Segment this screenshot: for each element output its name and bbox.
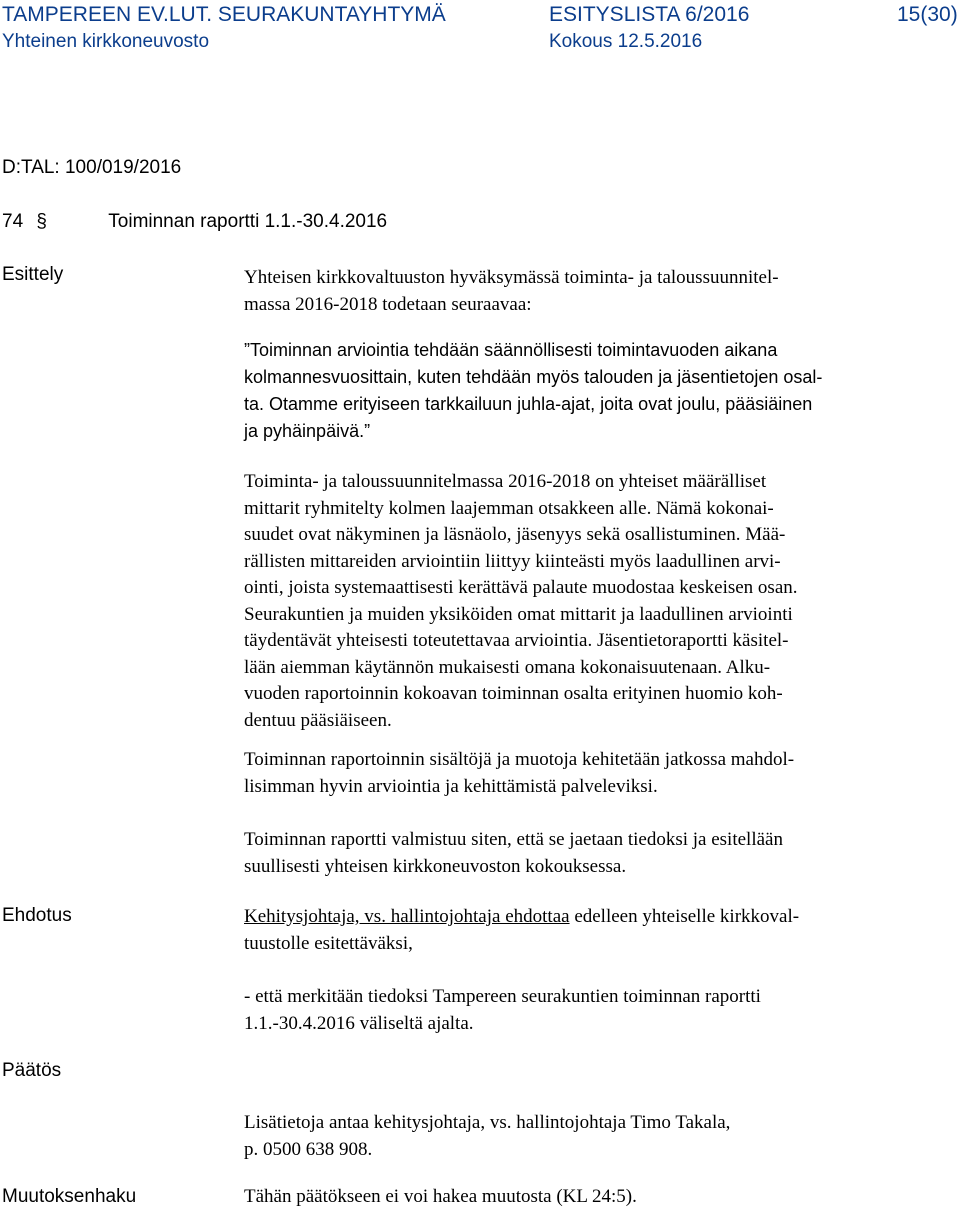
text-line: Lisätietoja antaa kehitysjohtaja, vs. hallintojohtaja Timo Takala, (244, 1112, 731, 1133)
text-line: suudet ovat näkyminen ja läsnäolo, jäsenyys sekä osallistuminen. Mää- (244, 524, 786, 545)
text-line: - että merkitään tiedoksi Tampereen seurakuntien toiminnan raportti (244, 986, 761, 1007)
item-number: 74 (2, 211, 24, 232)
esittely-paragraph-1 (244, 469, 954, 734)
text-line: Seurakuntien ja muiden yksiköiden omat mittarit ja laadullinen arviointi (244, 603, 793, 625)
text-line (244, 904, 954, 931)
esittely-paragraph-3 (244, 827, 954, 880)
text-line: rällisten mittareiden arviointiin liittyy kiinteästi myös laadullinen arvi- (244, 550, 781, 572)
agenda-number: ESITYSLISTA 6/2016 (549, 3, 750, 26)
text-line: Toiminta- ja taloussuunnitelmassa 2016-2018 on yhteiset määrälliset (244, 471, 767, 492)
page-number: 15(30) (897, 3, 958, 26)
ehdotus-label: Ehdotus (2, 905, 72, 926)
governing-body: Yhteinen kirkkoneuvosto (2, 31, 210, 52)
item-title: Toiminnan raportti 1.1.-30.4.2016 (108, 211, 388, 232)
esittely-label: Esittely (2, 264, 64, 285)
text-line: suullisesti yhteisen kirkkoneuvoston kokouksessa. (244, 855, 627, 877)
paatos-label: Päätös (2, 1060, 62, 1081)
text-line: p. 0500 638 908. (244, 1138, 373, 1160)
text-line: vuoden raportoinnin kokoavan toiminnan osalta erityinen huomio koh- (244, 683, 783, 704)
text-line: massa 2016-2018 todetaan seuraavaa: (244, 293, 532, 315)
proposal (244, 984, 954, 1037)
text-fragment: edelleen yhteiselle kirkkoval- (569, 906, 800, 927)
text-line: kolmannesvuosittain, kuten tehdään myös talouden ja jäsentietojen osal- (244, 367, 823, 387)
muutoksenhaku-label: Muutoksenhaku (2, 1186, 137, 1207)
meeting-date: Kokous 12.5.2016 (549, 31, 703, 52)
lisatietoja (244, 1110, 954, 1163)
text-line: 1.1.-30.4.2016 väliseltä ajalta. (244, 1012, 474, 1034)
presenter-title: Kehitysjohtaja, vs. hallintojohtaja ehdottaa (244, 906, 570, 927)
organization-name: TAMPEREEN EV.LUT. SEURAKUNTAYHTYMÄ (2, 3, 446, 26)
muutoksenhaku-text: Tähän päätökseen ei voi hakea muutosta (KL 24:5). (244, 1186, 637, 1207)
text-line: dentuu pääsiäiseen. (244, 709, 392, 731)
ehdotus-text (244, 904, 954, 957)
diary-number: D:TAL: 100/019/2016 (2, 157, 182, 178)
page-header (0, 0, 960, 60)
section-symbol: § (36, 211, 47, 232)
esittely-paragraph-2 (244, 747, 954, 800)
text-line: Yhteisen kirkkovaltuuston hyväksymässä toiminta- ja taloussuunnitel- (244, 267, 779, 288)
text-line: Toiminnan raportoinnin sisältöjä ja muotoja kehitetään jatkossa mahdol- (244, 749, 795, 770)
text-line: lisimman hyvin arviointia ja kehittämistä palveleviksi. (244, 775, 658, 797)
text-line: ”Toiminnan arviointia tehdään säännöllisesti toimintavuoden aikana (244, 340, 778, 360)
text-line: ointi, joista systemaattisesti kerättävä palaute muodostaa keskeisen osan. (244, 577, 798, 598)
item-heading (2, 211, 387, 233)
text-line: täydentävät yhteisesti toteutettavaa arviointia. Jäsentietoraportti käsitel- (244, 630, 789, 651)
text-line: tuustolle esitettäväksi, (244, 932, 413, 954)
text-line: mittarit ryhmitelty kolmen laajemman otsakkeen alle. Nämä kokonai- (244, 497, 774, 519)
text-line: Toiminnan raportti valmistuu siten, että se jaetaan tiedoksi ja esitellään (244, 829, 783, 850)
esittely-intro (244, 265, 954, 318)
text-line: ta. Otamme erityiseen tarkkailuun juhla-ajat, joita ovat joulu, pääsiäinen (244, 394, 813, 414)
quoted-passage (244, 337, 954, 445)
text-line: ja pyhäinpäivä.” (244, 421, 371, 441)
text-line: lään aiemman käytännön mukaisesti omana kokonaisuutenaan. Alku- (244, 656, 771, 678)
